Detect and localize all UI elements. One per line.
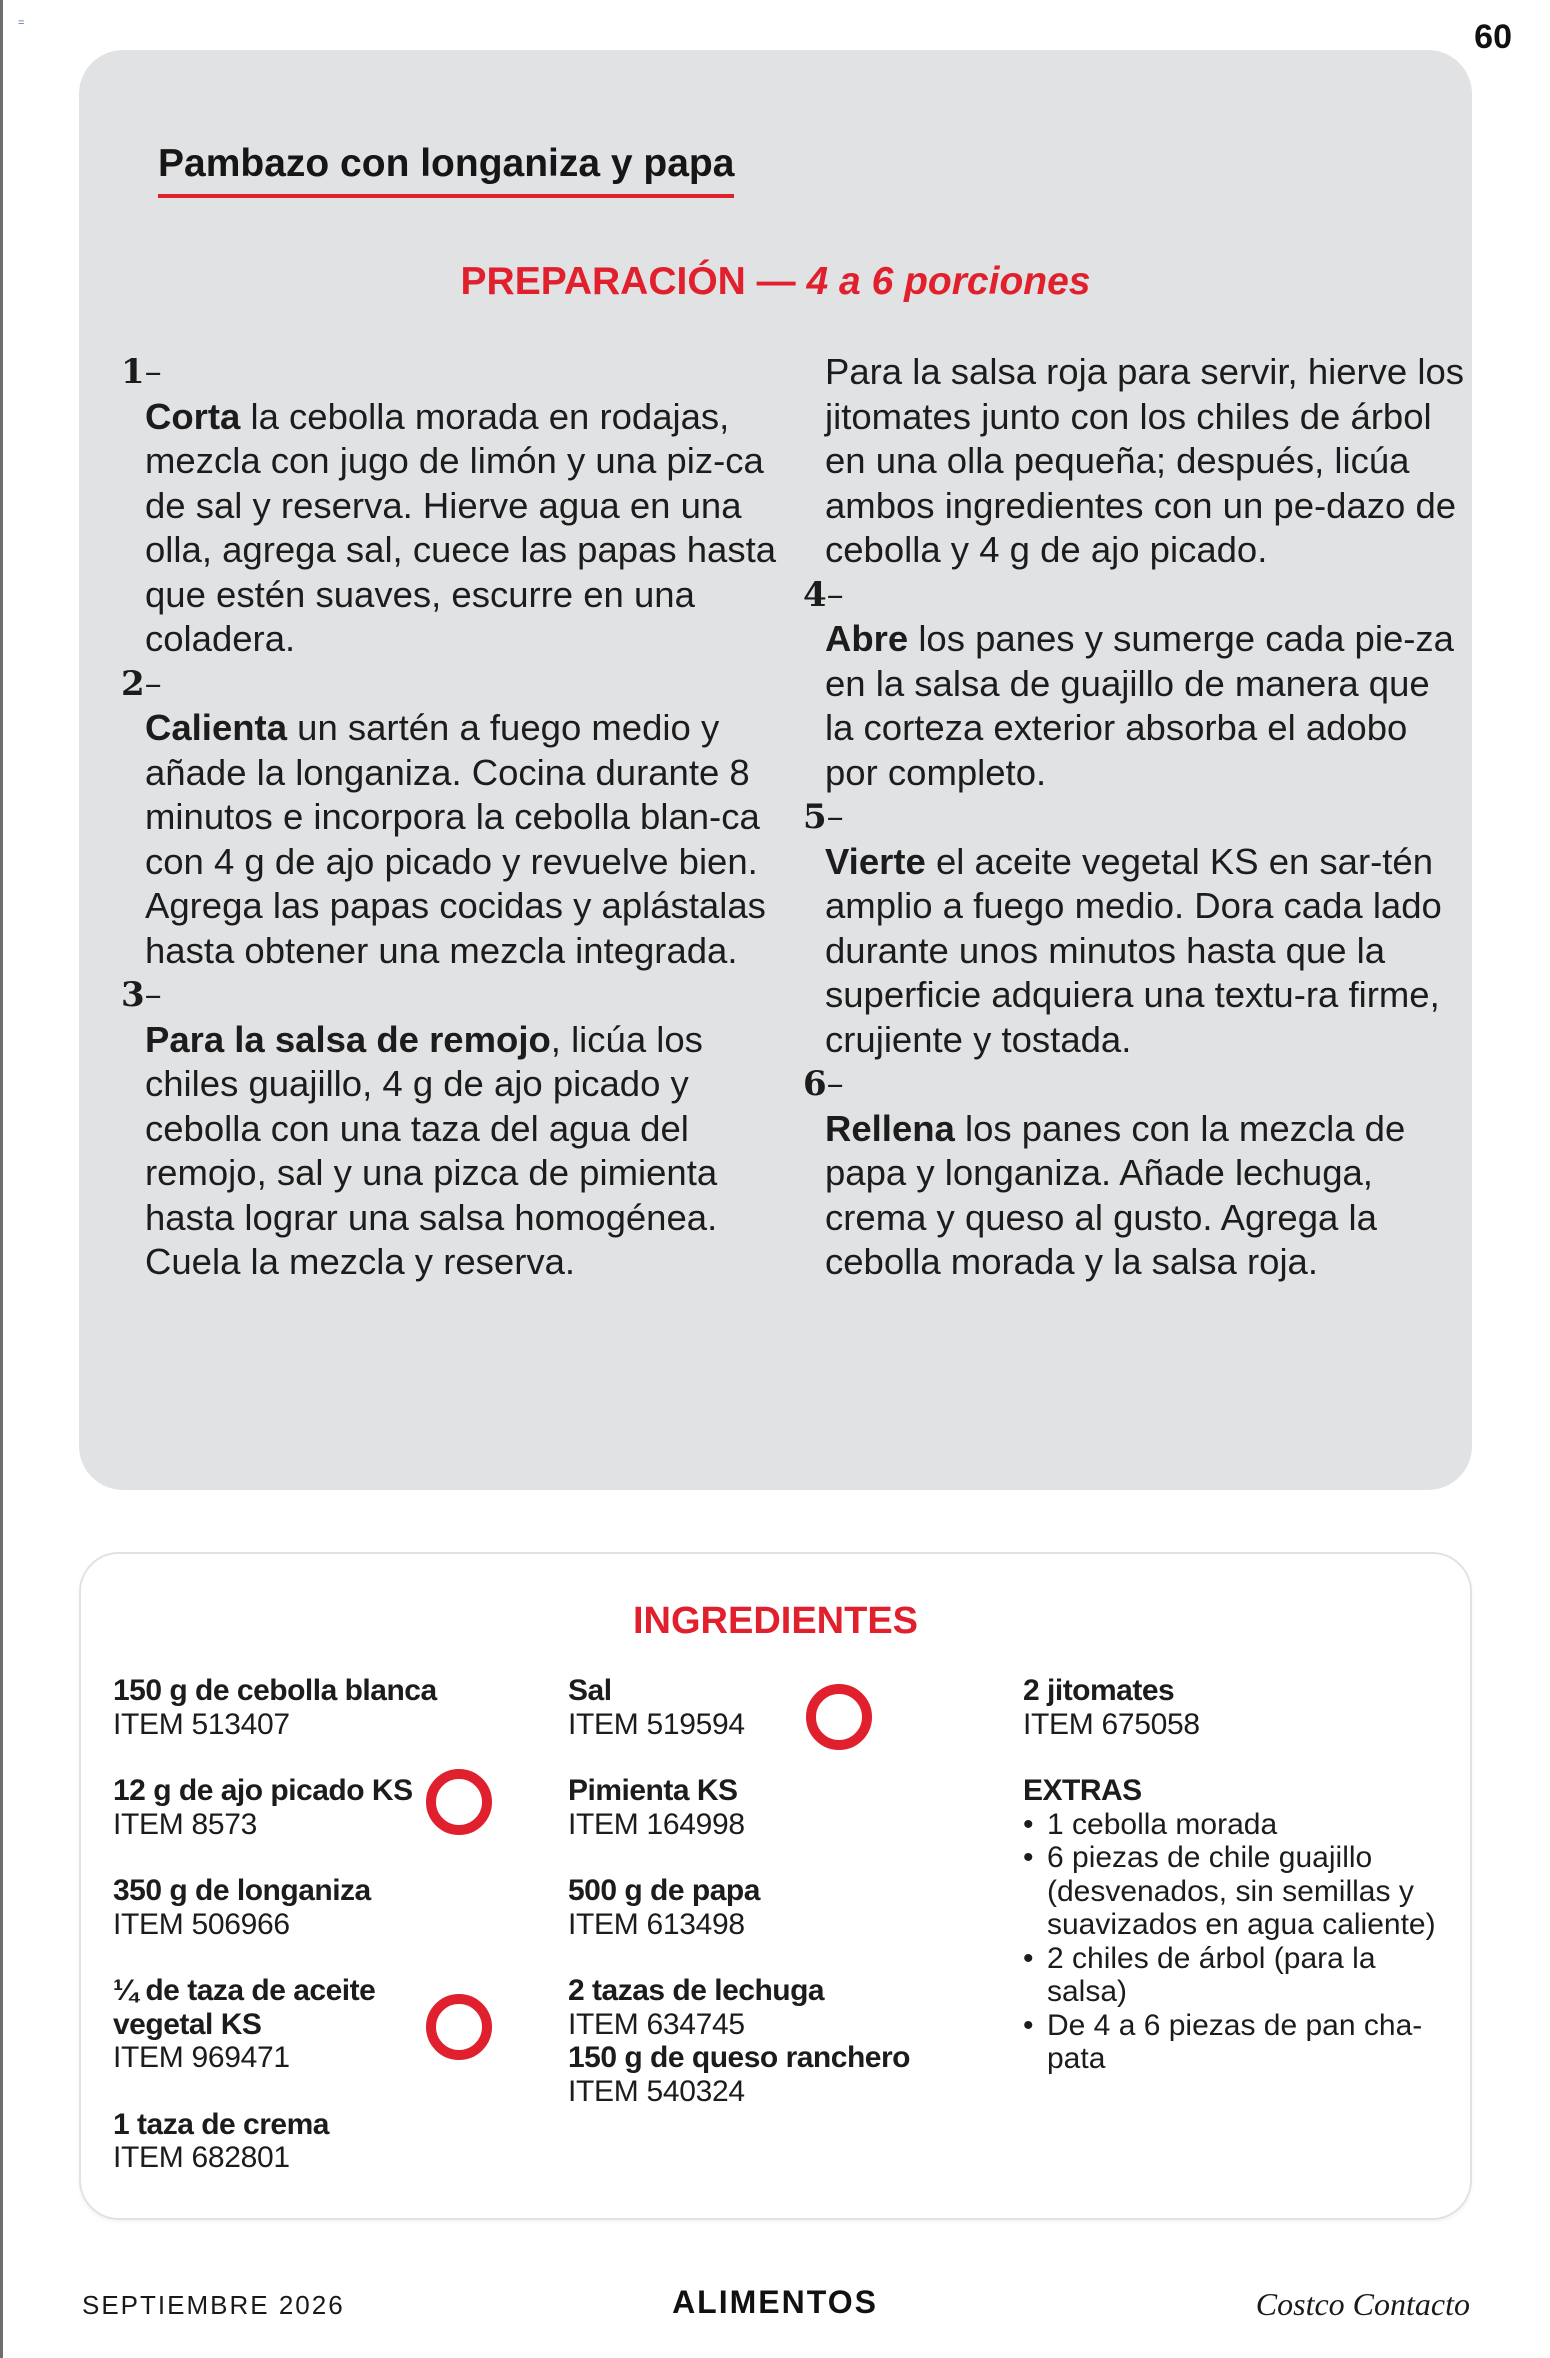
ingredient-item: [568, 1674, 988, 1741]
recipe-title: Pambazo con longaniza y papa: [158, 142, 734, 198]
step-lead: Para la salsa de remojo: [145, 1018, 551, 1060]
left-page-edge: [0, 0, 3, 2358]
step-lead: Calienta: [145, 707, 287, 748]
ingredient-name: 2 tazas de lechuga: [568, 1974, 825, 2007]
portions: 4 a 6 porciones: [806, 260, 1091, 303]
step-1: [121, 350, 791, 662]
step-text: Calienta un sartén a fuego medio y añade la longaniza. Cocina durante 8 minutos e incorpora la cebolla blan-ca con 4 g de ajo picado y revuelve bien. Agrega las papas cocidas y aplástalas hasta obtener una mezcla integrada.: [145, 707, 766, 971]
step-number: 1–: [121, 352, 162, 392]
ingredient-item: [113, 1874, 533, 1941]
ingredient-name: 150 g de queso ranchero: [568, 2041, 910, 2074]
preparation-heading: [79, 260, 1472, 304]
step-number: 6–: [803, 1064, 844, 1104]
ingredient-code: ITEM 634745: [568, 2007, 745, 2041]
step-text: Rellena los panes con la mezcla de papa y longaniza. Añade lechuga, crema y queso al gusto. Agrega la cebolla morada y la salsa roja.: [825, 1107, 1406, 1282]
step-5: [795, 795, 1465, 1062]
ingredient-item: [568, 1774, 988, 1841]
ingredients-heading: INGREDIENTES: [632, 1600, 919, 1642]
ingredient-code: ITEM 613498: [568, 1907, 745, 1941]
step-2: [121, 662, 791, 974]
ingredient-item: [113, 1674, 533, 1741]
ingredient-item: [568, 2041, 988, 2108]
list-item: • 6 piezas de chile guajillo (desvenados, sin semillas y suavizados en agua caliente): [1023, 1841, 1463, 1942]
step-lead: Abre: [825, 618, 909, 659]
costco-item-marker-icon: [426, 1994, 492, 2060]
ingredients-column-1: [113, 1674, 533, 2208]
ingredients-column-3: [1023, 1674, 1463, 2076]
ingredient-item: [113, 2108, 533, 2175]
step-number: 5–: [803, 797, 844, 837]
preparation-label: PREPARACIÓN: [460, 260, 746, 303]
ingredient-code: ITEM 513407: [113, 1707, 290, 1741]
step-6: [795, 1062, 1465, 1285]
ingredient-name: ¼ de taza de aceite vegetal KS: [113, 1974, 376, 2041]
ingredient-name: 150 g de cebolla blanca: [113, 1674, 437, 1707]
ingredients-panel: [79, 1552, 1472, 2220]
list-item: • 1 cebolla morada: [1023, 1808, 1463, 1842]
ingredient-code: ITEM 164998: [568, 1807, 745, 1841]
step-text: Corta la cebolla morada en rodajas, mezcla con jugo de limón y una piz-ca de sal y reserva. Hierve agua en una olla, agrega sal, cuece las papas hasta que estén suaves, escurre en una coladera.: [145, 395, 777, 659]
ingredient-code: ITEM 675058: [1023, 1707, 1200, 1741]
preparation-separator: —: [745, 260, 807, 303]
step-number: 2–: [121, 663, 162, 704]
step-4: [795, 573, 1465, 796]
step-3-continuation: Para la salsa roja para servir, hierve los jitomates junto con los chiles de árbol en una olla pequeña; después, licúa ambos ingredientes con un pe-dazo de cebolla y 4 g de ajo picado.: [825, 351, 1465, 570]
footer-publication: Costco Contacto: [1255, 2286, 1470, 2322]
ingredient-name: 1 taza de crema: [113, 2107, 329, 2141]
ingredient-item: [568, 1974, 988, 2041]
step-number: 3–: [121, 975, 162, 1015]
step-3: [121, 973, 791, 1285]
step-text: Vierte el aceite vegetal KS en sar-tén amplio a fuego medio. Dora cada lado durante unos minutos hasta que la superficie adquiera una textu-ra firme, crujiente y tostada.: [825, 840, 1442, 1060]
ingredient-code: ITEM 519594: [568, 1707, 745, 1741]
step-lead: Vierte: [825, 840, 926, 882]
step-lead: Rellena: [825, 1107, 955, 1149]
step-text: Abre los panes y sumerge cada pie-za en la salsa de guajillo de manera que la corteza exterior absorba el adobo por completo.: [825, 618, 1454, 793]
list-item: • De 4 a 6 piezas de pan cha-pata: [1023, 2009, 1463, 2076]
extras-list: [1023, 1808, 1463, 2076]
costco-item-marker-icon: [806, 1684, 872, 1750]
footer-date: SEPTIEMBRE 2026: [82, 2290, 345, 2320]
footer-section: ALIMENTOS: [672, 2284, 878, 2320]
ingredient-code: ITEM 506966: [113, 1907, 290, 1941]
step-lead: Corta: [145, 395, 241, 437]
ingredient-name: 12 g de ajo picado KS: [113, 1774, 413, 1807]
ingredient-name: Pimienta KS: [568, 1774, 738, 1807]
ingredient-name: 500 g de papa: [568, 1874, 760, 1907]
ingredient-code: ITEM 969471: [113, 2041, 290, 2074]
steps-column-left: [121, 350, 791, 1285]
ingredient-code: ITEM 8573: [113, 1807, 258, 1841]
costco-item-marker-icon: [426, 1769, 492, 1835]
step-text: Para la salsa de remojo, licúa los chiles guajillo, 4 g de ajo picado y cebolla con una taza del agua del remojo, sal y una pizca de pimienta hasta lograr una salsa homogénea. Cuela la mezcla y reserva.: [145, 1018, 718, 1282]
page-number: 60: [1474, 18, 1512, 56]
list-item: • 2 chiles de árbol (para la salsa): [1023, 1942, 1463, 2009]
corner-mark: =: [18, 17, 25, 29]
ingredient-item: [568, 1874, 988, 1941]
ingredients-column-2: [568, 1674, 988, 2141]
ingredient-name: 2 jitomates: [1023, 1674, 1175, 1707]
extras-heading: EXTRAS: [1023, 1774, 1142, 1807]
ingredient-code: ITEM 540324: [568, 2074, 745, 2108]
preparation-panel: [79, 50, 1472, 1490]
ingredient-item: [1023, 1674, 1463, 1741]
ingredient-name: 350 g de longaniza: [113, 1874, 371, 1907]
steps-column-right: [795, 350, 1465, 1285]
ingredient-code: ITEM 682801: [113, 2141, 290, 2174]
ingredient-name: Sal: [568, 1674, 612, 1707]
step-number: 4–: [803, 574, 844, 615]
